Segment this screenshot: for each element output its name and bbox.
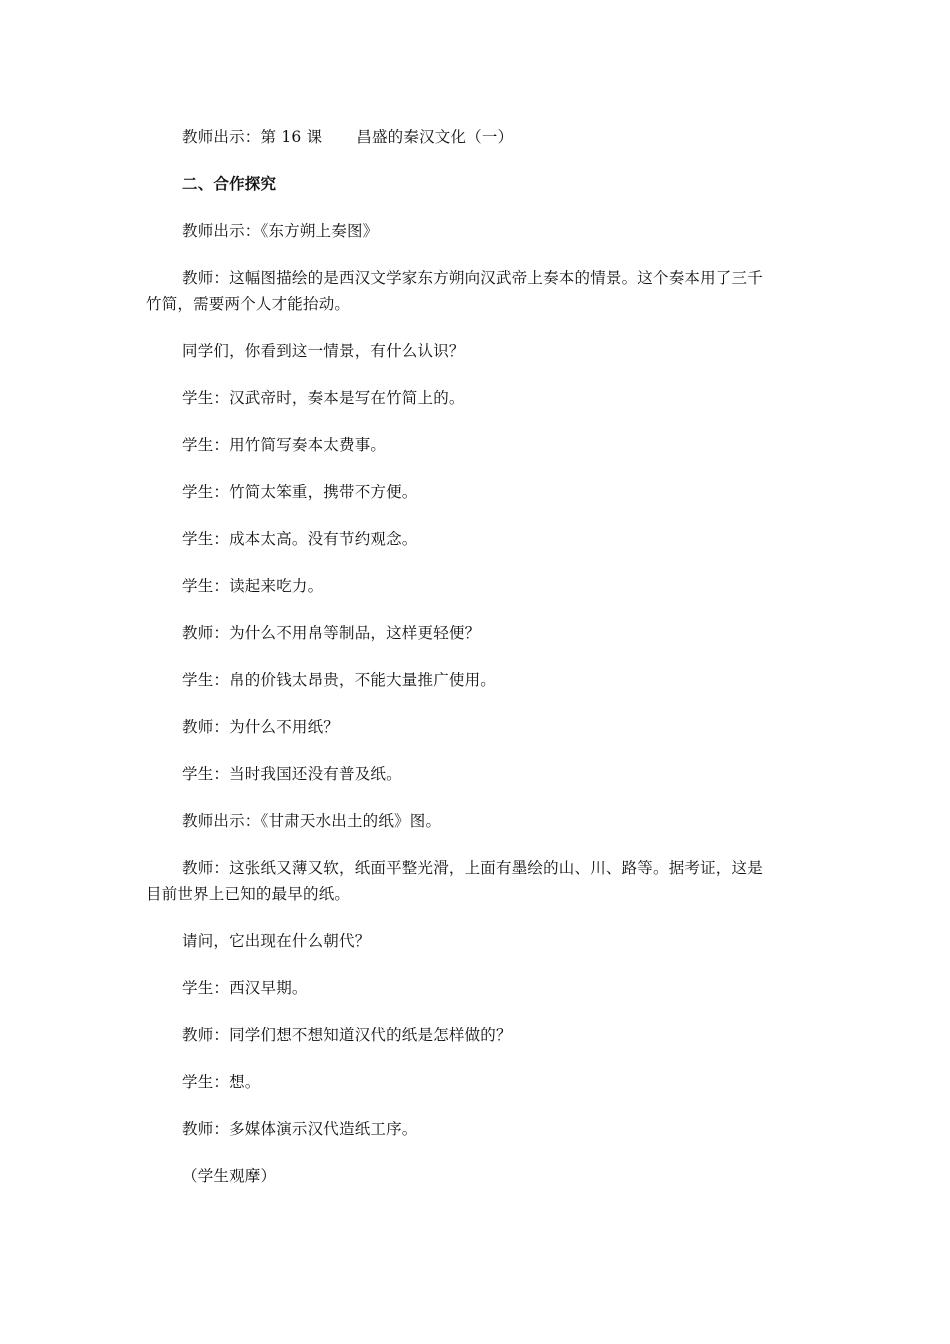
paragraph: 学生：成本太高。没有节约观念。 (182, 530, 418, 548)
paragraph-line: 目前世界上已知的最早的纸。 (146, 885, 351, 903)
paragraph: 教师出示：《东方朔上奏图》 (182, 222, 379, 240)
paragraph: 同学们，你看到这一情景，有什么认识？ (182, 342, 465, 360)
paragraph: 教师：为什么不用纸？ (182, 718, 340, 736)
paragraph: 教师出示：《甘肃天水出土的纸》图。 (182, 812, 442, 830)
paragraph: 学生：想。 (182, 1073, 261, 1091)
paragraph: 学生：帛的价钱太昂贵，不能大量推广使用。 (182, 671, 497, 689)
paragraph: 学生：西汉早期。 (182, 979, 308, 997)
section-heading: 二、合作探究 (182, 174, 277, 193)
lesson-title-prefix: 教师出示：第 16 课 (182, 128, 323, 146)
paragraph: 学生：读起来吃力。 (182, 577, 324, 595)
paragraph-line: 竹简，需要两个人才能抬动。 (146, 295, 351, 313)
paragraph: 教师：多媒体演示汉代造纸工序。 (182, 1120, 418, 1138)
paragraph: 学生：当时我国还没有普及纸。 (182, 765, 402, 783)
paragraph: 教师：为什么不用帛等制品，这样更轻便？ (182, 624, 481, 642)
paragraph: 学生：汉武帝时，奏本是写在竹简上的。 (182, 389, 465, 407)
lesson-title-line (182, 125, 513, 149)
paragraph-line: 教师：这幅图描绘的是西汉文学家东方朔向汉武帝上奏本的情景。这个奏本用了三千 (182, 269, 763, 287)
paragraph: 请问，它出现在什么朝代？ (182, 932, 371, 950)
paragraph-line: 教师：这张纸又薄又软，纸面平整光滑，上面有墨绘的山、川、路等。据考证，这是 (182, 859, 763, 877)
paragraph: 学生：用竹简写奏本太费事。 (182, 436, 387, 454)
paragraph: 教师：同学们想不想知道汉代的纸是怎样做的？ (182, 1026, 512, 1044)
paragraph: 学生：竹简太笨重，携带不方便。 (182, 483, 418, 501)
lesson-title-main: 昌盛的秦汉文化（一） (356, 128, 514, 146)
paragraph: （学生观摩） (182, 1167, 277, 1185)
